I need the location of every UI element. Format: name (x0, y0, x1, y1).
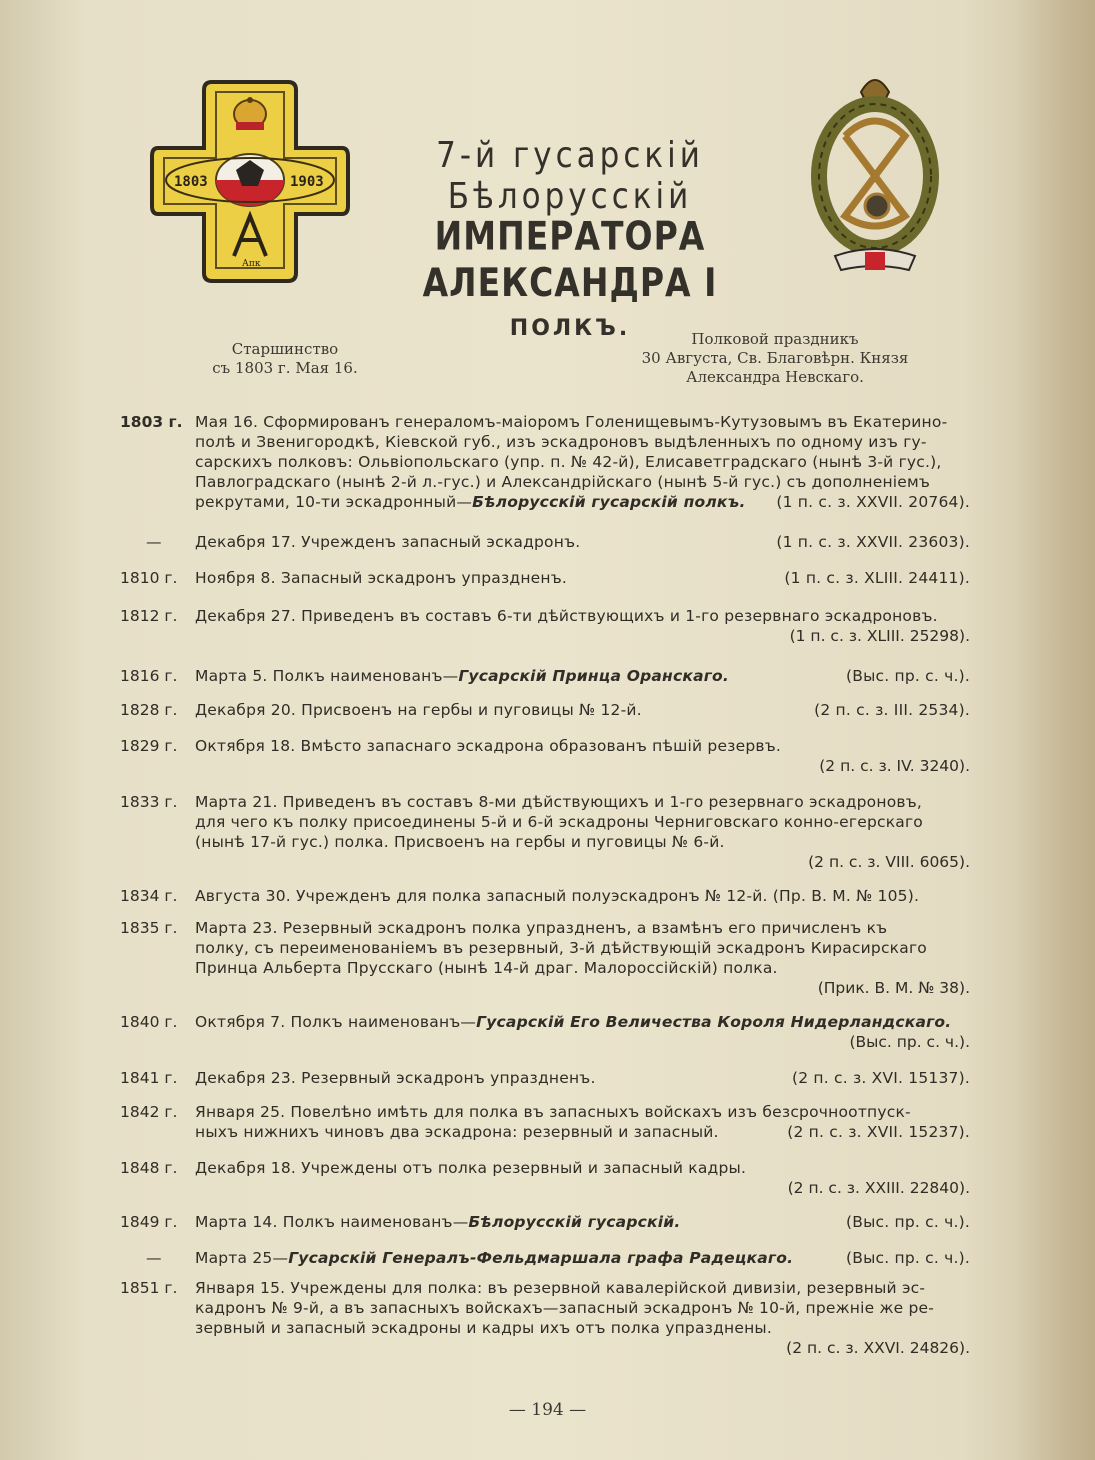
entry-body (195, 568, 970, 588)
cross-year-left: 1803 (174, 174, 208, 190)
entry-body (195, 918, 970, 998)
cross-emblem (150, 78, 350, 283)
entry-body (195, 1012, 970, 1052)
regiment-title (360, 134, 780, 341)
entry-text: Декабря 18. Учреждены отъ полка резервный и запасный кадры. (195, 1159, 747, 1177)
entry-year: — (146, 533, 162, 551)
entry-text: Декабря 20. Присвоенъ на гербы и пуговицы № 12-й. (195, 701, 642, 719)
entry-body (195, 1248, 970, 1268)
entry-ref: (1 п. с. з. XXVII. 20764). (776, 493, 970, 511)
entry-body (195, 1212, 970, 1232)
entry-line: полку, съ переименованіемъ въ резервный, 3-й дѣйствующій эскадронъ Кирасирскаго (195, 939, 927, 957)
entry-text: Октября 18. Вмѣсто запаснаго эскадрона образованъ пѣшій резервъ. (195, 737, 782, 755)
entry-ref: (2 п. с. з. XXVI. 24826). (786, 1339, 970, 1357)
entry-year: 1803 г. (120, 413, 183, 431)
entry-line: для чего къ полку присоединены 5-й и 6-й эскадроны Черниговскаго конно-егерскаго (195, 813, 923, 831)
entry-line: ныхъ нижнихъ чиновъ два эскадрона: резервный и запасный. (195, 1123, 719, 1141)
regimental-badge-icon (805, 66, 945, 286)
entry-year: 1834 г. (120, 887, 178, 905)
entry-line: зервный и запасный эскадроны и кадры ихъ отъ полка упразднены. (195, 1319, 772, 1337)
entry-line: Мая 16. Сформированъ генераломъ-маіоромъ Голенищевымъ-Кутузовымъ въ Екатерино- (195, 413, 948, 431)
seniority-line-2: съ 1803 г. Мая 16. (212, 359, 358, 377)
entry-text: Декабря 23. Резервный эскадронъ упраздненъ. (195, 1069, 596, 1087)
entry-text: Октября 7. Полкъ наименованъ— (195, 1013, 477, 1031)
entry-line: рекрутами, 10-ти эскадронный—Бѣлорусскій гусарскій полкъ. (1 п. с. з. XXVII. 20764). (195, 493, 970, 511)
title-line-1: 7-й гусарскій Бѣлорусскій (436, 134, 704, 218)
title-line-3: ПОЛКЪ. (509, 316, 631, 341)
entry-line: Принца Альберта Прусскаго (нынѣ 14-й драг. Малороссійскій) полка. (195, 959, 778, 977)
seniority-block (190, 340, 380, 378)
holiday-block (620, 330, 930, 387)
entry-ref: (1 п. с. з. XXVII. 23603). (776, 533, 970, 551)
entry-year: 1849 г. (120, 1213, 178, 1231)
entry-italic: Бѣлорусскій гусарскій полкъ. (472, 493, 746, 511)
entry-year: 1841 г. (120, 1069, 178, 1087)
entry-line: кадронъ № 9-й, а въ запасныхъ войскахъ—запасный эскадронъ № 10-й, прежніе же ре- (195, 1299, 935, 1317)
entry-year: 1840 г. (120, 1013, 178, 1031)
entry-italic: Бѣлорусскій гусарскій. (468, 1213, 681, 1231)
entry-year: 1829 г. (120, 737, 178, 755)
entry-line: (нынѣ 17-й гус.) полка. Присвоенъ на гербы и пуговицы № 6-й. (195, 833, 725, 851)
entry-year: 1810 г. (120, 569, 178, 587)
entry-line: полѣ и Звенигородкѣ, Кіевской губ., изъ эскадроновъ выдѣленныхъ по одному изъ гу- (195, 433, 927, 451)
entry-body (195, 700, 970, 720)
page-number: — 194 — (508, 1400, 587, 1420)
cross-letters: Апк (242, 259, 261, 269)
entry-line: Марта 21. Приведенъ въ составъ 8-ми дѣйствующихъ и 1-го резервнаго эскадроновъ, (195, 793, 922, 811)
entry-year: 1851 г. (120, 1279, 178, 1297)
entry-year: 1816 г. (120, 667, 178, 685)
title-line-2: ИМПЕРАТОРА АЛЕКСАНДРА I (422, 212, 718, 306)
entry-ref: (2 п. с. з. XVII. 15237). (787, 1123, 970, 1141)
entry-ref: (2 п. с. з. XVI. 15137). (791, 1069, 970, 1087)
entry-text: Ноября 8. Запасный эскадронъ упраздненъ. (195, 569, 568, 587)
entry-year: 1842 г. (120, 1103, 178, 1121)
entry-ref: (Выс. пр. с. ч.). (846, 1249, 970, 1267)
entry-text: Декабря 17. Учрежденъ запасный эскадронъ. (195, 533, 581, 551)
entry-text: Декабря 27. Приведенъ въ составъ 6-ти дѣйствующихъ и 1-го резервнаго эскадроновъ. (195, 607, 938, 625)
entry-year: 1812 г. (120, 607, 178, 625)
entry-ref: (2 п. с. з. VIII. 6065). (808, 853, 970, 871)
entry-line: Января 15. Учреждены для полка: въ резервной кавалерійской дивизіи, резервный эс- (195, 1279, 926, 1297)
entry-ref: (Прик. В. М. № 38). (817, 979, 970, 997)
entry-body (195, 606, 970, 646)
entry-body (195, 886, 970, 906)
entry-ref: (1 п. с. з. XLIII. 24411). (784, 569, 970, 587)
entry-italic: Гусарскій Принца Оранскаго. (458, 667, 729, 685)
entry-body (195, 1278, 970, 1358)
holiday-line-1: Полковой праздникъ (691, 330, 859, 348)
entry-body (195, 1068, 970, 1088)
entry-text: Марта 25— (195, 1249, 289, 1267)
entry-body (195, 1158, 970, 1198)
entry-body (195, 736, 970, 776)
entry-ref: (Выс. пр. с. ч.). (849, 1033, 970, 1051)
holiday-line-2: 30 Августа, Св. Благовѣрн. Князя (641, 349, 909, 367)
page-edge-shadow (1015, 0, 1095, 1460)
entry-ref: (Выс. пр. с. ч.). (846, 1213, 970, 1231)
seniority-line-1: Старшинство (231, 340, 339, 358)
entry-ref: (2 п. с. з. XXIII. 22840). (787, 1179, 970, 1197)
entry-line: Января 25. Повелѣно имѣть для полка въ запасныхъ войскахъ изъ безсрочноотпуск- (195, 1103, 911, 1121)
entry-ref: (2 п. с. з. IV. 3240). (819, 757, 970, 775)
entry-year: 1848 г. (120, 1159, 178, 1177)
entry-italic: Гусарскій Его Величества Короля Нидерландскаго. (476, 1013, 952, 1031)
entry-text: Марта 5. Полкъ наименованъ— (195, 667, 459, 685)
entry-body (195, 792, 970, 872)
entry-year: 1828 г. (120, 701, 178, 719)
entry-line: Павлоградскаго (нынѣ 2-й л.-гус.) и Александрійскаго (нынѣ 5-й гус.) съ дополненіемъ (195, 473, 931, 491)
entry-ref: (2 п. с. з. III. 2534). (814, 701, 970, 719)
entry-ref: (1 п. с. з. XLIII. 25298). (789, 627, 970, 645)
entry-italic: Гусарскій Генералъ-Фельдмаршала графа Радецкаго. (288, 1249, 794, 1267)
entry-text: Марта 14. Полкъ наименованъ— (195, 1213, 469, 1231)
holiday-line-3: Александра Невскаго. (686, 368, 864, 386)
entry-line: сарскихъ полковъ: Ольвіопольскаго (упр. п. № 42-й), Елисаветградскаго (нынѣ 3-й гус.), (195, 453, 942, 471)
entry-body (195, 532, 970, 552)
cross-year-right: 1903 (290, 174, 324, 190)
entry-ref: (Выс. пр. с. ч.). (846, 667, 970, 685)
entry-year: 1833 г. (120, 793, 178, 811)
entry-body (195, 666, 970, 686)
entry-body (195, 1102, 970, 1142)
entry-text: Августа 30. Учрежденъ для полка запасный полуэскадронъ № 12-й. (Пр. В. М. № 105). (195, 887, 920, 905)
entry-year: — (146, 1249, 162, 1267)
entry-year: 1835 г. (120, 919, 178, 937)
entry-line: Марта 23. Резервный эскадронъ полка упраздненъ, а взамѣнъ его причисленъ къ (195, 919, 888, 937)
entry-body (195, 412, 970, 512)
